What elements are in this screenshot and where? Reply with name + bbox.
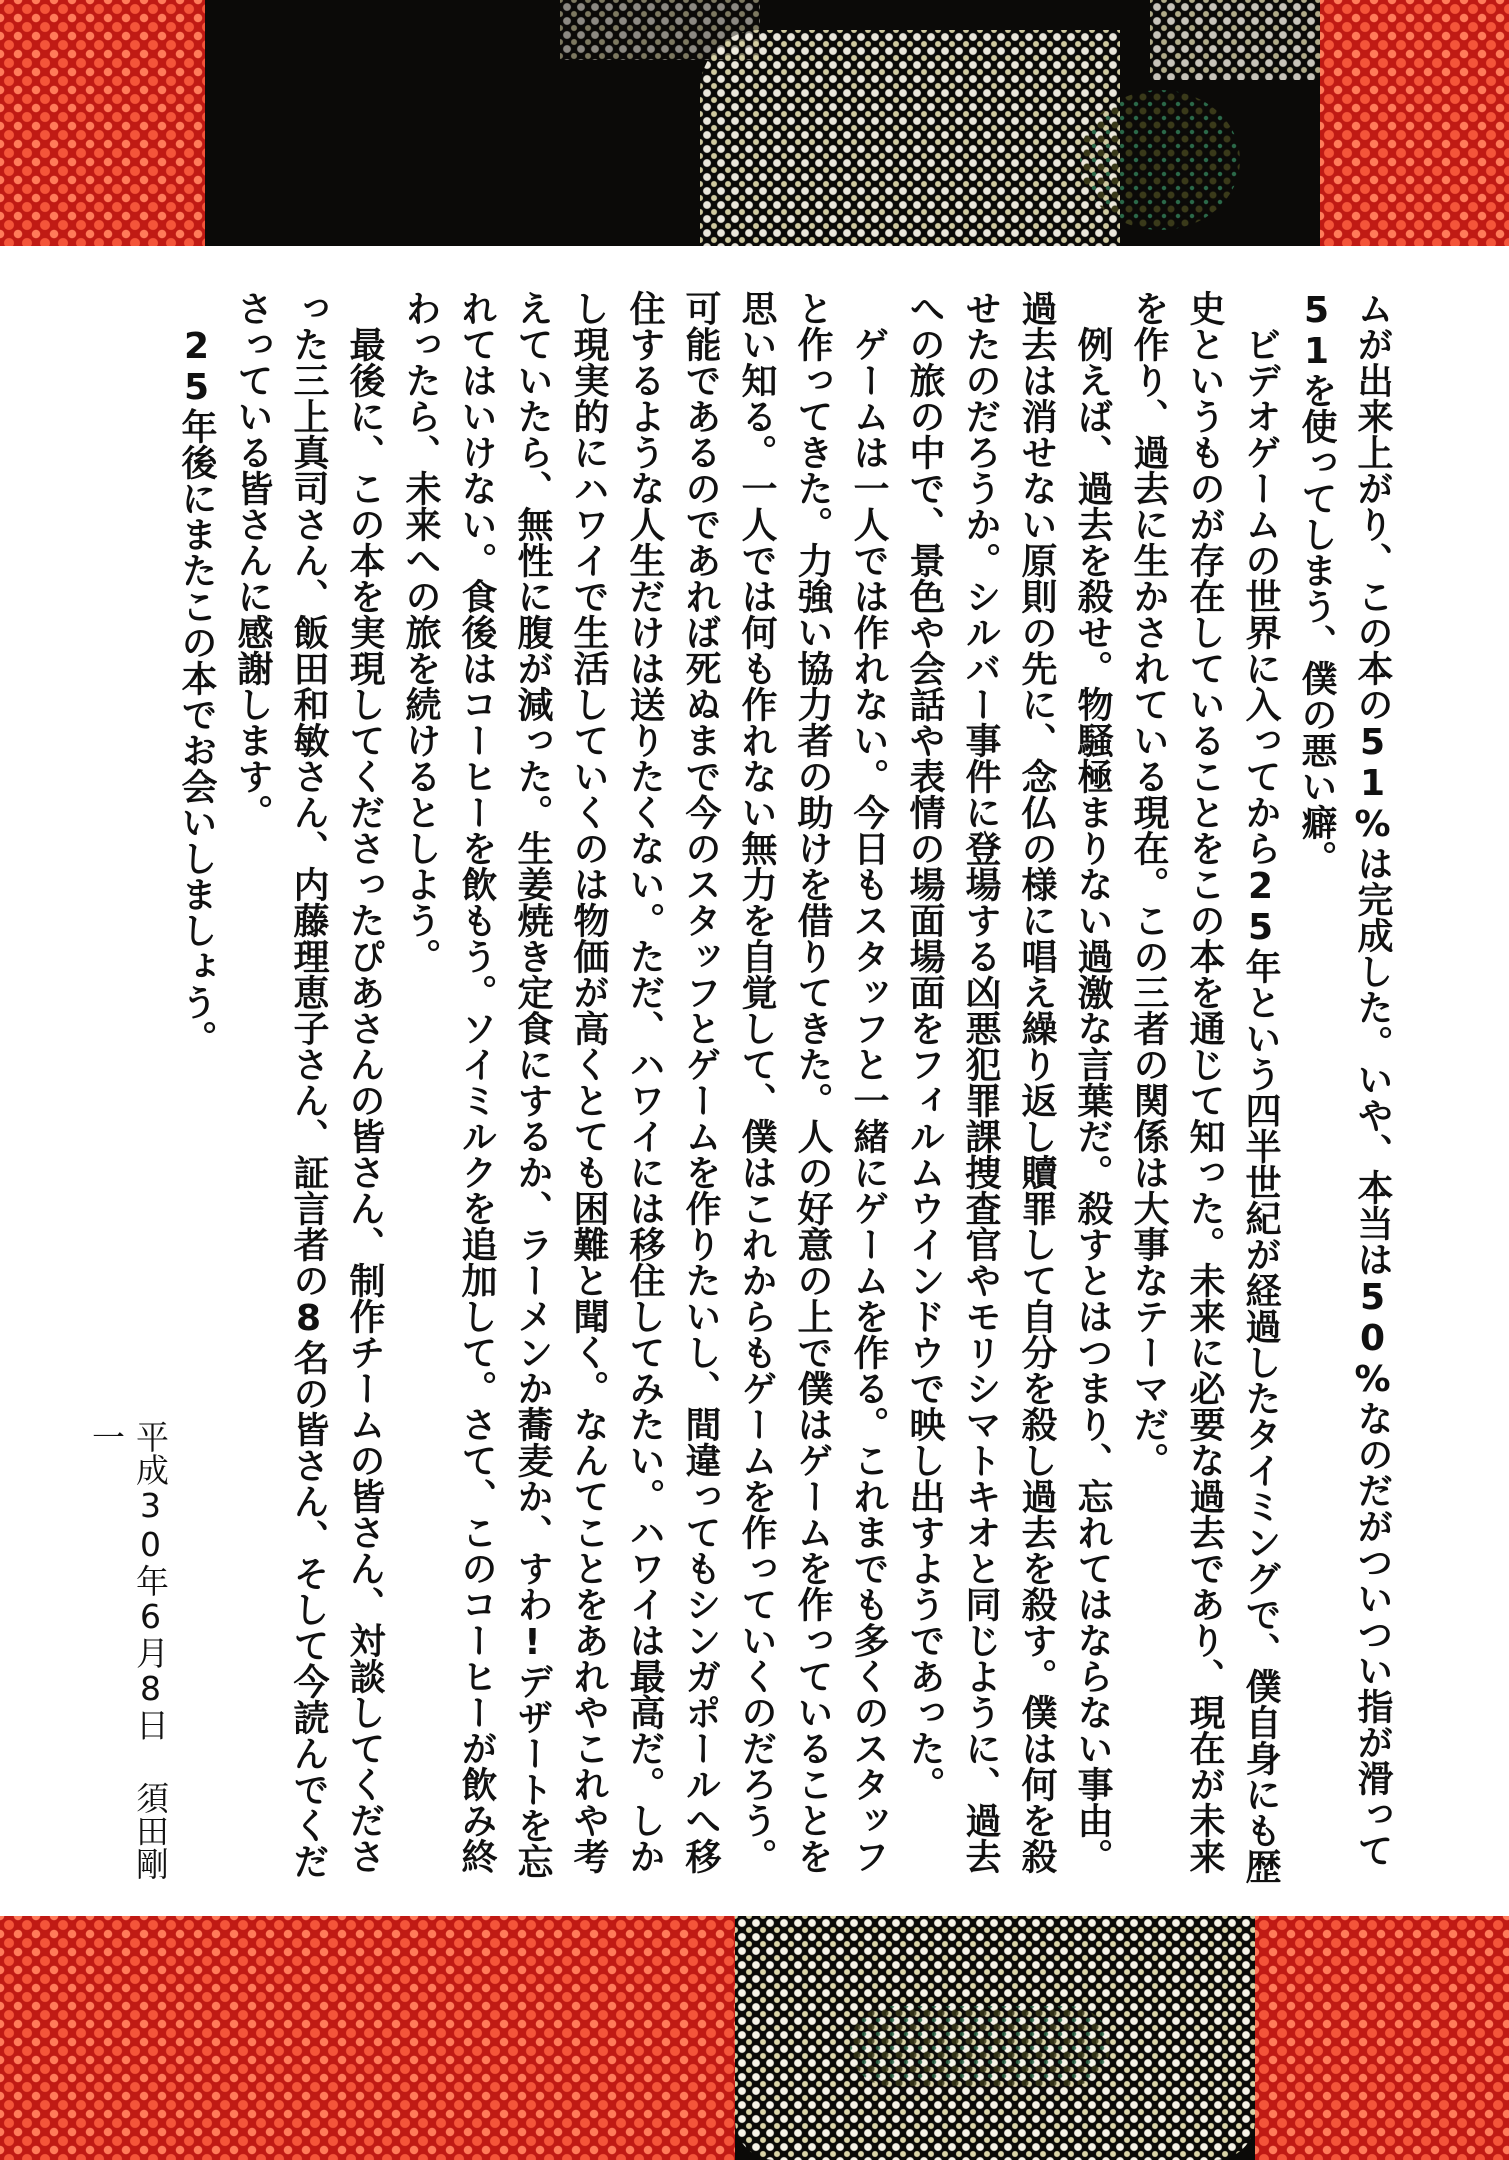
bottom-halftone-band	[0, 1916, 1509, 2160]
essay-body	[160, 290, 1400, 1890]
top-object-halftone	[1080, 90, 1240, 230]
bottom-red-halftone-left	[0, 1916, 735, 2160]
paragraph-3: 例えば、過去を殺せ。物騒極まりない過激な言葉だ。殺すとはつまり、忘れてはならない事由。過去は消せない原則の先に、念仏の様に唱え繰り返し贖罪して自分を殺し過去を殺す。僕は何を殺せたのだろうか。シルバー事件に登場する凶悪犯罪課捜査官やモリシマトキオと同じように、過去への旅の中で、景色や会話や表情の場面場面をフィルムウインドウで映し出すようであった。	[904, 290, 1113, 1874]
signature	[84, 1420, 172, 1890]
essay-text	[168, 290, 1400, 1890]
paragraph-5: 最後に、この本を実現してくださったぴあさんの皆さん、制作チームの皆さん、対談してくださった三上真司さん、飯田和敏さん、内藤理恵子さん、証言者の8名の皆さん、そして今読んでくださっている皆さんに感謝します。	[232, 290, 385, 1879]
signature-name: 須田剛一	[87, 1420, 170, 1880]
paragraph-4: ゲームは一人では作れない。今日もスタッフと一緒にゲームを作る。これまでも多くのスタッフと作ってきた。力強い協力者の助けを借りてきた。人の好意の上で僕はゲームを作っていることを思い知る。一人では何も作れない無力を自覚して、僕はこれからもゲームを作っていくのだろう。可能であるのであれば死ぬまで今のスタッフとゲームを作りたいし、間違ってもシンガポールへ移住するような人生だけは送りたくない。ただ、ハワイには移住してみたい。ハワイは最高だ。しかし現実的にハワイで生活していくのは物価が高くとても困難と聞く。なんてことをあれやこれや考えていたら、無性に腹が減った。生姜焼き定食にするか、ラーメンか蕎麦か、すわ!デザートを忘れてはいけない。食後はコーヒーを飲もう。ソイミルクを追加して。さて、このコーヒーが飲み終わったら、未来への旅を続けるとしよう。	[400, 290, 889, 1879]
bottom-face-shadow-halftone	[850, 2006, 1110, 2086]
top-wrist-halftone	[1150, 0, 1330, 80]
bottom-red-halftone-right	[1255, 1916, 1509, 2160]
paragraph-6: 25年後にまたこの本でお会いしましょう。	[176, 326, 217, 1056]
top-arm-halftone	[560, 0, 760, 60]
paragraph-1: ムが出来上がり、この本の51%は完成した。いや、本当は50%なのだがついつい指が滑って51を使ってしまう、僕の悪い癖。	[1296, 290, 1393, 1868]
top-halftone-band	[0, 0, 1509, 246]
paragraph-2: ビデオゲームの世界に入ってから25年という四半世紀が経過したタイミングで、僕自身にも歴史というものが存在していることをこの本を通じて知った。未来に必要な過去であり、現在が未来を作り、過去に生かされている現在。この三者の関係は大事なテーマだ。	[1128, 290, 1281, 1884]
top-red-halftone-left	[0, 0, 205, 246]
top-red-halftone-right	[1320, 0, 1509, 246]
signature-date: 平成30年6月8日	[131, 1420, 170, 1741]
top-hand-halftone	[700, 30, 1120, 246]
